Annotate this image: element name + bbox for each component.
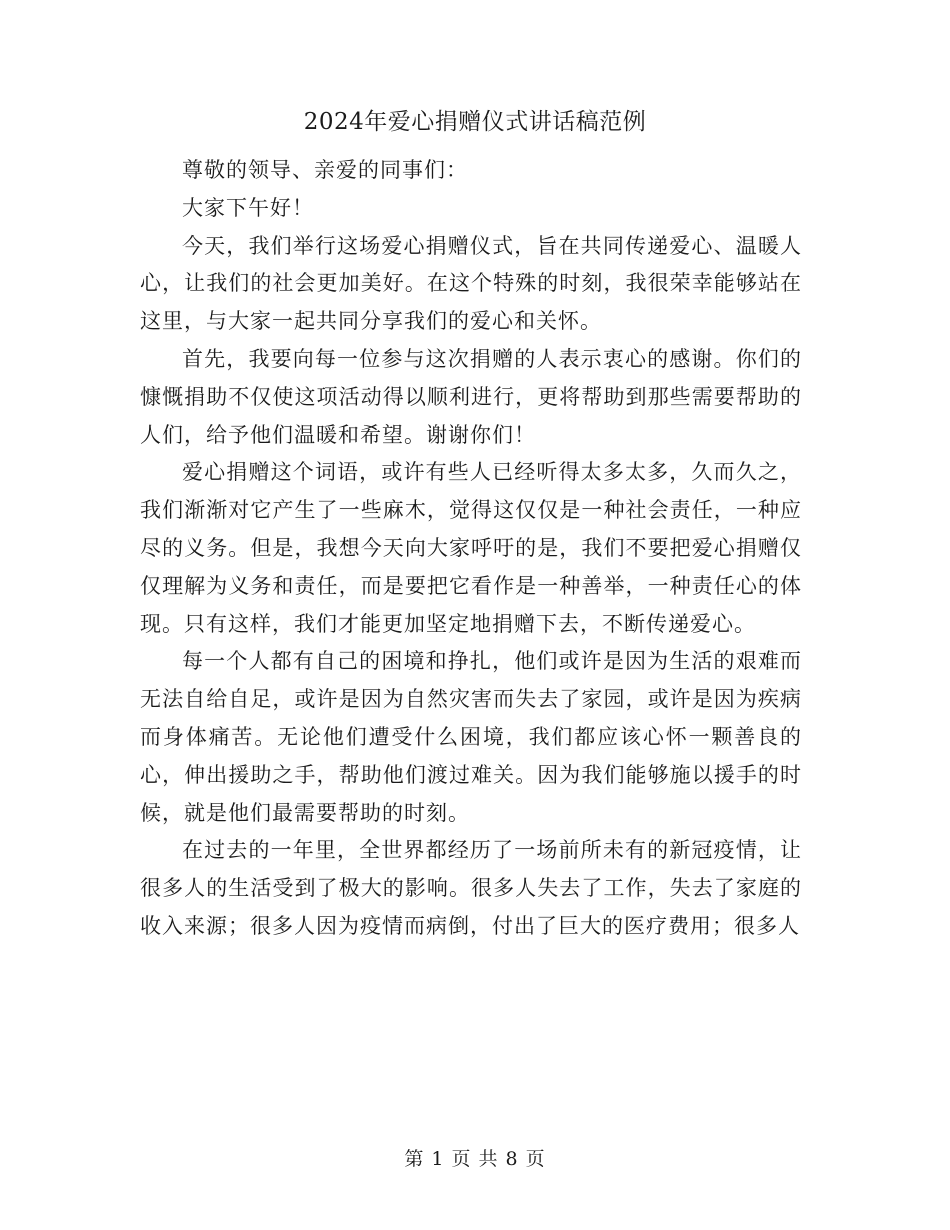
paragraph: 在过去的一年里，全世界都经历了一场前所未有的新冠疫情，让很多人的生活受到了极大的影响。很多人失去了工作，失去了家庭的收入来源；很多人因为疫情而病倒，付出了巨大的医疗费用；很多人 [140, 838, 802, 938]
salutation: 尊敬的领导、亲爱的同事们： [182, 158, 468, 182]
paragraph: 今天，我们举行这场爱心捐赠仪式，旨在共同传递爱心、温暖人心，让我们的社会更加美好。在这个特殊的时刻，我很荣幸能够站在这里，与大家一起共同分享我们的爱心和关怀。 [140, 233, 802, 334]
document-title: 2024年爱心捐赠仪式讲话稿范例 [303, 109, 647, 135]
greeting: 大家下午好！ [182, 195, 314, 220]
paragraph: 爱心捐赠这个词语，或许有些人已经听得太多太多，久而久之，我们渐渐对它产生了一些麻木，觉得这仅仅是一种社会责任，一种应尽的义务。但是，我想今天向大家呼吁的是，我们不要把爱心捐赠仅仅理解为义务和责任，而是要把它看作是一种善举，一种责任心的体现。只有这样，我们才能更加坚定地捐赠下去，不断传递爱心。 [140, 460, 802, 636]
page-footer: 第 1 页 共 8 页 [404, 1148, 546, 1170]
paragraph: 每一个人都有自己的困境和挣扎，他们或许是因为生活的艰难而无法自给自足，或许是因为自然灾害而失去了家园，或许是因为疾病而身体痛苦。无论他们遭受什么困境，我们都应该心怀一颗善良的心，伸出援助之手，帮助他们渡过难关。因为我们能够施以援手的时候，就是他们最需要帮助的时刻。 [140, 649, 802, 825]
document-body [140, 152, 802, 946]
paragraph: 首先，我要向每一位参与这次捐赠的人表示衷心的感谢。你们的慷慨捐助不仅使这项活动得以顺利进行，更将帮助到那些需要帮助的人们，给予他们温暖和希望。谢谢你们！ [140, 346, 802, 447]
